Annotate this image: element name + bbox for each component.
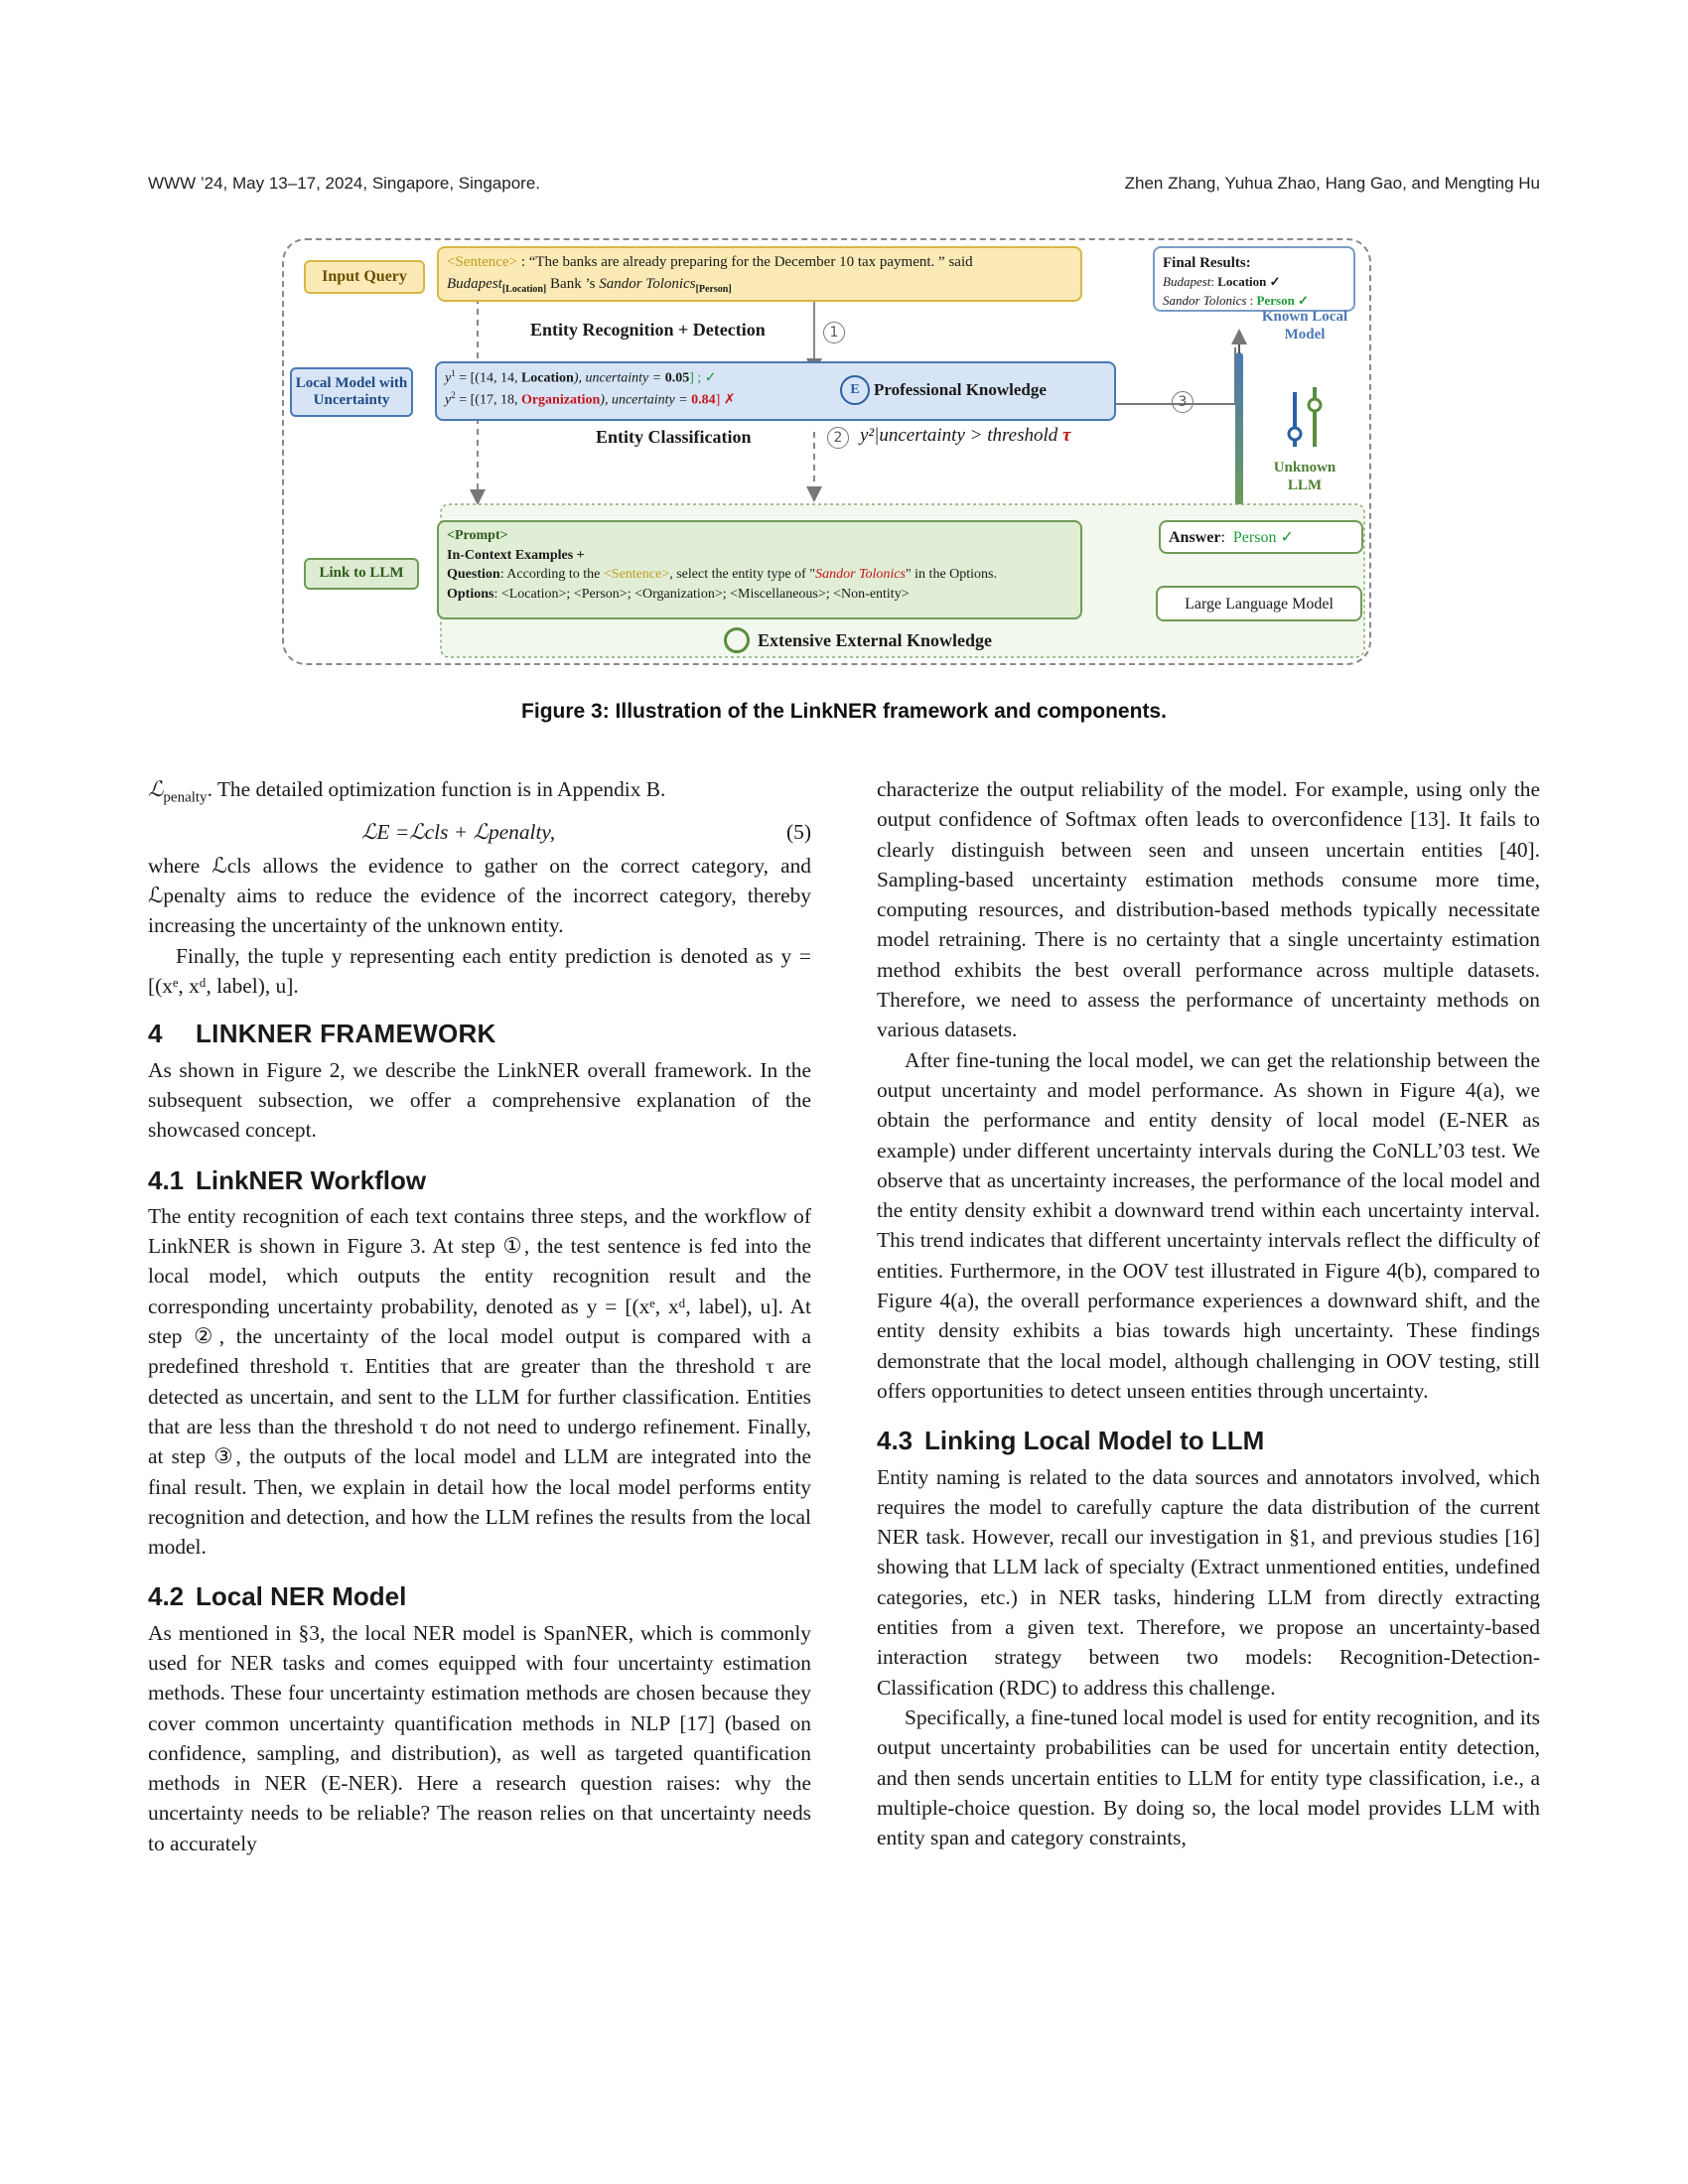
y2-end: ] ✗ [715,393,736,408]
threshold-text: y²|uncertainty > threshold [860,425,1063,446]
final-result-1-type: Location ✓ [1217,273,1281,289]
figure-3 [282,238,1371,665]
y2-prefix: = [(17, 18, [459,393,521,408]
y1-end: ] ; ✓ [689,370,717,386]
y2-value: 0.84 [691,393,716,408]
input-sentence-box [437,246,1082,302]
unknown-llm-label: Unknown LLM [1273,460,1336,493]
section-4-heading: 4 LINKNER FRAMEWORK [148,1019,496,1049]
final-result-2-type: Person ✓ [1256,292,1309,308]
sentence-token: <Sentence> [447,254,518,270]
prompt-options-text: : <Location>; <Person>; <Organization>; <Miscellaneous>; <Non-entity> [493,586,910,602]
sentence-entity-2: Sandor Tolonics [599,275,696,292]
prompt-options-label: Options [447,586,494,602]
para-lpenalty: ℒ$_{penalty}$. The detailed optimization function is in Appendix B. [148,777,666,806]
left-column [148,774,811,1858]
sentence-middle: Bank ’s [546,275,600,292]
local-model-tag: Local Model with Uncertainty [290,367,413,417]
target-icon: E [840,375,870,405]
equation-body: ℒE =ℒcls + ℒpenalty, [361,819,556,844]
answer-box: Answer: Person ✓ [1159,520,1363,554]
y1-prefix: = [(14, 14, [459,370,521,386]
para-r3: Entity naming is related to the data sources and annotators involved, which requires the model to carefully capture the data distribution of the current NER task. However, recall our investigation in §1, and previous studies [16] showing that LLM lack of specialty (Extract unmentioned entities, undefined categories, etc.) in NER tasks, hindering LLM from directly extracting entities from a given text. Therefore, we propose an uncertainty-based interaction strategy between two models: Recognition-Detection-Classification (RDC) to address this challenge. [877,1464,1540,1700]
final-result-1-name: Budapest [1163,273,1211,289]
prompt-question-b: , select the entity type of " [669,567,816,583]
prompt-box [437,520,1082,619]
y1-uncertainty: ), uncertainty = [573,370,665,386]
professional-knowledge-label: Professional Knowledge [874,379,1047,399]
step3-circle: 3 [1172,391,1194,413]
para-4: The entity recognition of each text contains three steps, and the workflow of LinkNER is shown in Figure 3. At step ①, the test sentence is fed into the local model, which outputs the entity recognition result and the corresponding uncertainty probability, denoted as y = [(xᵉ, xᵈ, label), u]. At step ②, the uncertainty of the local model output is compared with a predefined threshold τ. Entities that are greater than the threshold τ are detected as uncertain, and sent to the LLM for further classification. Entities that are less than the threshold τ do not need to undergo refinement. Finally, at step ③, the outputs of the local model and LLM are integrated into the final result. Then, we explain in detail how the local model performs entity recognition and detection, and how the LLM refines the results from the local model. [148,1203,811,1560]
threshold-condition [860,425,1070,447]
prompt-in-context: In-Context Examples + [447,547,585,563]
para-2: Finally, the tuple y representing each entity prediction is denoted as y = [(xᵉ, xᵈ, label), u]. [148,943,811,999]
para-3: As shown in Figure 2, we describe the LinkNER overall framework. In the subsequent subsection, we offer a comprehensive explanation of the showcased concept. [148,1057,811,1143]
prompt-question-label: Question [447,567,500,583]
prompt-title: <Prompt> [447,528,508,543]
threshold-tau: τ [1062,425,1071,446]
step2-label: Entity Classification [596,427,752,447]
para-r2: After fine-tuning the local model, we can get the relationship between the output uncertainty and model performance. As shown in Figure 4(a), we obtain the performance and entity density of local model (E-NER as example) under different uncertainty intervals during the CoNLL’03 test. We observe that as uncertainty increases, the performance of the local model and the entity density exhibit a downward trend within each uncertainty interval. This trend indicates that different uncertainty intervals reflect the difficulty of entities. Furthermore, in the OOV test illustrated in Figure 4(b), compared to Figure 4(a), the overall performance experiences a downward shift, and the entity density exhibits a bias towards high uncertainty. These findings demonstrate that the local model, although challenging in OOV testing, still offers opportunities to detect unseen entities through uncertainty. [877,1047,1540,1403]
local-model-output-box: $y^1 = [(14$, 14, Location), uncertainty = 0.05] ; ✓ $y^2 = [(17$, 18, Organization), uncertainty = 0.84] ✗ E Professional Knowledge [435,361,1116,421]
final-result-2-name: Sandor Tolonics [1163,292,1247,308]
section-4-1-heading: 4.1 LinkNER Workflow [148,1164,427,1195]
equation-number: (5) [786,819,811,844]
running-header-left: WWW ’24, May 13–17, 2024, Singapore, Singapore. [148,174,540,193]
step2-circle: 2 [827,427,849,449]
running-header-right: Zhen Zhang, Yuhua Zhao, Hang Gao, and Mengting Hu [1124,174,1540,193]
answer-label: Answer [1169,529,1221,546]
section-4-3-heading: 4.3 Linking Local Model to LLM [877,1426,1265,1456]
prompt-question-sentence: <Sentence> [603,567,670,583]
prompt-question-name: Sandor Tolonics [815,567,906,583]
sentence-entity-1-type: [Location] [501,283,547,295]
sentence-entity-2-type: [Person] [695,283,732,295]
input-query-tag: Input Query [304,260,425,294]
para-1: where ℒcls allows the evidence to gather on the correct category, and ℒpenalty aims to reduce the evidence of the incorrect category, thereby increasing the uncertainty of the unknown entity. [148,853,811,938]
y1-value: 0.05 [664,370,690,386]
step1-label: Entity Recognition + Detection [530,320,766,340]
sentence-text: : “The banks are already preparing for the December 10 tax payment. ” said [517,254,973,270]
para-r4: Specifically, a fine-tuned local model is used for entity recognition, and its output uncertainty probabilities can be used for uncertain entity detection, and then sends uncertain entities to LLM for entity type classification, i.e., a multiple-choice question. By doing so, the local model provides LLM with entity span and category constraints, [877,1705,1540,1850]
known-local-model-label: Known Local Model [1261,309,1348,342]
y1-type: Location [520,370,574,386]
openai-icon [724,627,750,653]
sentence-entity-1: Budapest [447,275,502,292]
external-knowledge [724,627,992,653]
final-results-title: Final Results: [1163,255,1251,271]
final-results-box: Final Results: Budapest: Location ✓ Sandor Tolonics : Person ✓ [1153,246,1355,312]
right-column [877,774,1540,1852]
figure-caption: Figure 3: Illustration of the LinkNER framework and components. [521,700,1167,723]
equation-5 [148,817,811,847]
y2-type: Organization [520,393,601,408]
professional-knowledge [840,375,1047,405]
prompt-question-a: : According to the [499,567,604,583]
answer-value: Person ✓ [1232,529,1294,546]
y2-uncertainty: ), uncertainty = [600,393,692,408]
section-4-2-heading: 4.2 Local NER Model [148,1581,407,1612]
step1-circle: 1 [823,322,845,343]
link-llm-tag: Link to LLM [304,558,419,590]
para-r1: characterize the output reliability of the model. For example, using only the output confidence of Softmax often leads to overconfidence [13]. It fails to clearly distinguish between seen and unseen uncertain entities [40]. Sampling-based uncertainty estimation methods consume more time, computing resources, and distribution-based methods typically necessitate model retraining. There is no certainty that a single uncertainty estimation method exhibits the best overall performance across multiple datasets. Therefore, we need to assess the performance of uncertainty methods on various datasets. [877,777,1540,1042]
prompt-question-c: " in the Options. [905,567,997,583]
external-knowledge-label: Extensive External Knowledge [758,629,992,650]
para-5: As mentioned in §3, the local NER model is SpanNER, which is commonly used for NER tasks and comes equipped with four uncertainty estimation methods. These four uncertainty estimation methods are chosen because they cover common uncertainty quantification methods in NLP [17] (based on confidence, sampling, and distribution), as well as targeted quantification methods in NER (E-NER). Here a research question raises: why the uncertainty needs to be reliable? The reason relies on that uncertainty needs to accurately [148,1620,811,1855]
llm-box: Large Language Model [1156,586,1362,621]
